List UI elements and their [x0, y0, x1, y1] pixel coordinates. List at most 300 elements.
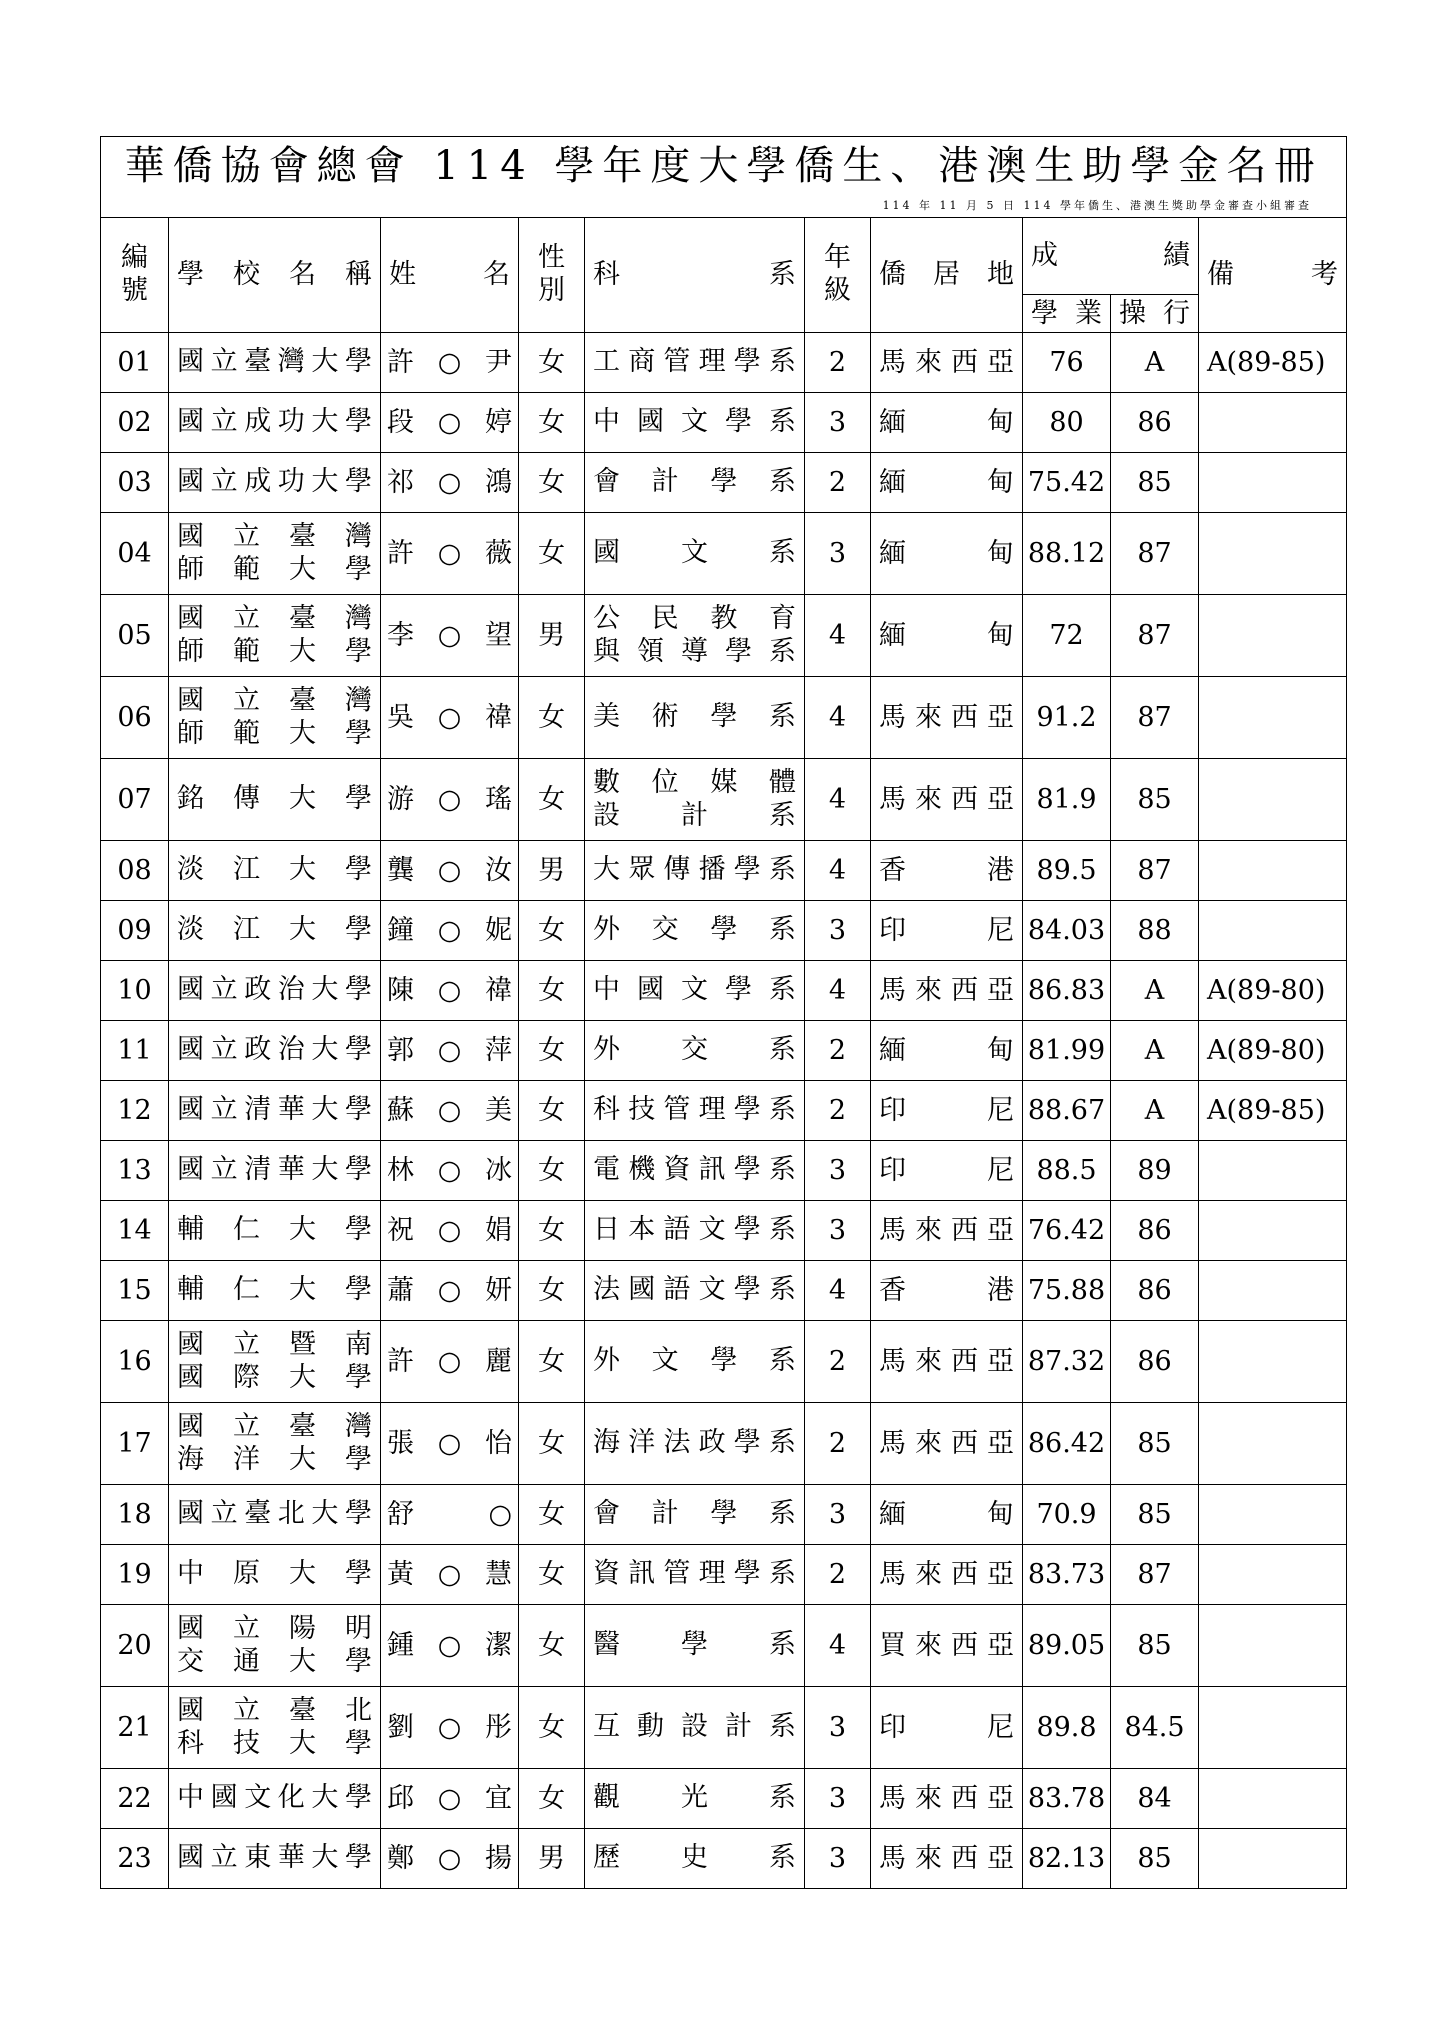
school-name: [169, 1545, 381, 1605]
department-line: 國文系: [593, 537, 796, 569]
school-name: [169, 1021, 381, 1081]
grade: 4: [805, 677, 871, 759]
department: [585, 759, 805, 841]
residence: 緬甸: [871, 513, 1023, 595]
conduct-score: 87: [1111, 513, 1199, 595]
row-number: 11: [101, 1021, 169, 1081]
school-name-line: 師範大學: [177, 635, 372, 667]
gender: 女: [519, 1485, 585, 1545]
school-name-line: 國立清華大學: [177, 1094, 372, 1126]
table-row: [101, 1605, 1347, 1687]
remark: [1199, 1687, 1347, 1769]
gender: 女: [519, 513, 585, 595]
name-surname: 林: [387, 1154, 414, 1186]
school-name-line: 國立政治大學: [177, 1034, 372, 1066]
grade: 2: [805, 1021, 871, 1081]
name-given: 彤: [485, 1711, 512, 1743]
school-name-line: 國立臺北: [177, 1694, 372, 1726]
table-row: [101, 1201, 1347, 1261]
school-name-line: 國立臺灣: [177, 520, 372, 552]
header-gender: 性 別: [519, 218, 585, 333]
student-name: [381, 759, 519, 841]
name-given: 禕: [485, 701, 512, 733]
student-name: [381, 513, 519, 595]
name-surname: 游: [387, 783, 414, 815]
residence: 緬甸: [871, 1021, 1023, 1081]
name-surname: 張: [387, 1427, 414, 1459]
student-name: [381, 1485, 519, 1545]
residence: 緬甸: [871, 453, 1023, 513]
student-name: [381, 595, 519, 677]
roster-rows: [101, 333, 1347, 1889]
school-name-line: 交通大學: [177, 1645, 372, 1677]
department-line: 中國文學系: [593, 406, 796, 438]
school-name-line: 銘傳大學: [177, 783, 372, 815]
table-row: [101, 595, 1347, 677]
header-conduct: 操行: [1111, 295, 1199, 333]
table-row: [101, 901, 1347, 961]
school-name-line: 輔仁大學: [177, 1214, 372, 1246]
remark: [1199, 453, 1347, 513]
student-name: [381, 333, 519, 393]
remark: [1199, 1201, 1347, 1261]
academic-score: 81.9: [1023, 759, 1111, 841]
name-surname: 鍾: [387, 1629, 414, 1661]
academic-score: 87.32: [1023, 1321, 1111, 1403]
school-name-line: 國立臺北大學: [177, 1498, 372, 1530]
student-name: [381, 1829, 519, 1889]
gender: 女: [519, 453, 585, 513]
student-name: [381, 453, 519, 513]
residence: 馬來西亞: [871, 1403, 1023, 1485]
department: [585, 453, 805, 513]
academic-score: 89.8: [1023, 1687, 1111, 1769]
student-name: [381, 1769, 519, 1829]
name-given: 潔: [485, 1629, 512, 1661]
name-given: 瑤: [485, 783, 512, 815]
row-number: 10: [101, 961, 169, 1021]
student-name: [381, 901, 519, 961]
conduct-score: 84.5: [1111, 1687, 1199, 1769]
remark: [1199, 901, 1347, 961]
academic-score: 72: [1023, 595, 1111, 677]
student-name: [381, 1081, 519, 1141]
name-circle: [451, 1499, 452, 1530]
gender: 女: [519, 1261, 585, 1321]
name-surname: 鐘: [387, 914, 414, 946]
conduct-score: 85: [1111, 1485, 1199, 1545]
department: [585, 513, 805, 595]
name-surname: 許: [387, 537, 414, 569]
grade: 3: [805, 1485, 871, 1545]
name-surname: 舒: [387, 1498, 414, 1530]
gender: 女: [519, 333, 585, 393]
school-name: [169, 677, 381, 759]
gender: 男: [519, 1829, 585, 1889]
school-name-line: 國立陽明: [177, 1612, 372, 1644]
row-number: 21: [101, 1687, 169, 1769]
department-line: 日本語文學系: [593, 1214, 796, 1246]
name-given: 禕: [485, 974, 512, 1006]
department-line: 工商管理學系: [593, 346, 796, 378]
name-surname: 蘇: [387, 1094, 414, 1126]
row-number: 08: [101, 841, 169, 901]
department: [585, 1687, 805, 1769]
remark: [1199, 595, 1347, 677]
row-number: 19: [101, 1545, 169, 1605]
conduct-score: 85: [1111, 1829, 1199, 1889]
grade: 2: [805, 1545, 871, 1605]
row-number: 02: [101, 393, 169, 453]
name-surname: 鄭: [387, 1842, 414, 1874]
conduct-score: 84: [1111, 1769, 1199, 1829]
student-name: [381, 961, 519, 1021]
gender: 女: [519, 1141, 585, 1201]
name-given: 妮: [485, 914, 512, 946]
academic-score: 80: [1023, 393, 1111, 453]
table-row: [101, 1687, 1347, 1769]
gender: 女: [519, 1605, 585, 1687]
row-number: 22: [101, 1769, 169, 1829]
name-circle: ○: [437, 1154, 462, 1186]
school-name-line: 國立臺灣: [177, 1410, 372, 1442]
residence: 緬甸: [871, 595, 1023, 677]
academic-score: 86.42: [1023, 1403, 1111, 1485]
department-line: 會計學系: [593, 1498, 796, 1530]
academic-score: 83.73: [1023, 1545, 1111, 1605]
header-grade: 年 級: [805, 218, 871, 333]
residence: 馬來西亞: [871, 1769, 1023, 1829]
row-number: 16: [101, 1321, 169, 1403]
remark: A(89-85): [1199, 333, 1347, 393]
school-name-line: 中國文化大學: [177, 1782, 372, 1814]
review-date-note: 114 年 11 月 5 日 114 學年僑生、港澳生獎助學金審查小組審查: [101, 195, 1347, 218]
name-circle: ○: [437, 346, 462, 378]
gender: 男: [519, 595, 585, 677]
school-name: [169, 1687, 381, 1769]
school-name-line: 國立臺灣大學: [177, 346, 372, 378]
school-name: [169, 1201, 381, 1261]
residence: 馬來西亞: [871, 677, 1023, 759]
name-given: 揚: [485, 1842, 512, 1874]
conduct-score: 86: [1111, 1261, 1199, 1321]
remark: [1199, 677, 1347, 759]
gender: 女: [519, 759, 585, 841]
remark: [1199, 1829, 1347, 1889]
conduct-score: 88: [1111, 901, 1199, 961]
grade: 3: [805, 513, 871, 595]
department: [585, 1021, 805, 1081]
table-row: [101, 1141, 1347, 1201]
row-number: 03: [101, 453, 169, 513]
grade: 3: [805, 901, 871, 961]
name-circle: ○: [437, 1558, 462, 1590]
gender: 男: [519, 841, 585, 901]
name-given: 慧: [485, 1558, 512, 1590]
school-name: [169, 1485, 381, 1545]
name-surname: 黃: [387, 1558, 414, 1590]
school-name: [169, 1141, 381, 1201]
conduct-score: 87: [1111, 677, 1199, 759]
remark: [1199, 841, 1347, 901]
academic-score: 89.05: [1023, 1605, 1111, 1687]
name-circle: ○: [437, 974, 462, 1006]
department-line: 科技管理學系: [593, 1094, 796, 1126]
table-row: [101, 393, 1347, 453]
conduct-score: A: [1111, 961, 1199, 1021]
department: [585, 677, 805, 759]
residence: 馬來西亞: [871, 961, 1023, 1021]
residence: 馬來西亞: [871, 1201, 1023, 1261]
name-surname: 吳: [387, 701, 414, 733]
school-name: [169, 453, 381, 513]
school-name-line: 科技大學: [177, 1727, 372, 1759]
school-name-line: 中原大學: [177, 1558, 372, 1590]
school-name: [169, 513, 381, 595]
academic-score: 81.99: [1023, 1021, 1111, 1081]
grade: 4: [805, 1605, 871, 1687]
grade: 4: [805, 841, 871, 901]
table-row: [101, 1485, 1347, 1545]
grade: 4: [805, 595, 871, 677]
remark: [1199, 1769, 1347, 1829]
table-row: [101, 841, 1347, 901]
conduct-score: 86: [1111, 393, 1199, 453]
department-line: 美術學系: [593, 701, 796, 733]
student-name: [381, 841, 519, 901]
name-circle: ○: [437, 1034, 462, 1066]
department: [585, 1605, 805, 1687]
department-line: 資訊管理學系: [593, 1558, 796, 1590]
row-number: 09: [101, 901, 169, 961]
department-line: 會計學系: [593, 466, 796, 498]
school-name: [169, 393, 381, 453]
conduct-score: A: [1111, 1021, 1199, 1081]
grade: 3: [805, 1769, 871, 1829]
department: [585, 1321, 805, 1403]
name-circle: ○: [437, 537, 462, 569]
department: [585, 901, 805, 961]
table-row: [101, 1261, 1347, 1321]
table-row: [101, 1081, 1347, 1141]
row-number: 01: [101, 333, 169, 393]
department-line: 醫學系: [593, 1629, 796, 1661]
roster-table: [100, 136, 1347, 1889]
gender: 女: [519, 1545, 585, 1605]
conduct-score: 85: [1111, 759, 1199, 841]
department: [585, 1485, 805, 1545]
row-number: 18: [101, 1485, 169, 1545]
school-name: [169, 333, 381, 393]
grade: 3: [805, 1141, 871, 1201]
department: [585, 393, 805, 453]
department-line: 外文學系: [593, 1345, 796, 1377]
residence: 緬甸: [871, 393, 1023, 453]
scholarship-roster: [100, 136, 1346, 1889]
student-name: [381, 1261, 519, 1321]
school-name: [169, 1829, 381, 1889]
gender: 女: [519, 1687, 585, 1769]
row-number: 04: [101, 513, 169, 595]
residence: 香港: [871, 841, 1023, 901]
school-name-line: 國立成功大學: [177, 406, 372, 438]
name-circle: ○: [437, 1274, 462, 1306]
school-name-line: 國立臺灣: [177, 602, 372, 634]
department: [585, 333, 805, 393]
department-line: 外交系: [593, 1034, 796, 1066]
name-surname: 李: [387, 619, 414, 651]
department-line: 互動設計系: [593, 1711, 796, 1743]
gender: 女: [519, 1403, 585, 1485]
remark: [1199, 1141, 1347, 1201]
school-name-line: 淡江大學: [177, 914, 372, 946]
grade: 4: [805, 961, 871, 1021]
gender: 女: [519, 1201, 585, 1261]
student-name: [381, 1403, 519, 1485]
table-row: [101, 961, 1347, 1021]
student-name: [381, 1141, 519, 1201]
row-number: 17: [101, 1403, 169, 1485]
academic-score: 88.5: [1023, 1141, 1111, 1201]
department-line: 公民教育: [593, 602, 796, 634]
header-school: 學校名稱: [169, 218, 381, 333]
name-circle: ○: [437, 1782, 462, 1814]
name-given: 鴻: [485, 466, 512, 498]
residence: 馬來西亞: [871, 759, 1023, 841]
row-number: 14: [101, 1201, 169, 1261]
grade: 4: [805, 759, 871, 841]
name-circle: ○: [437, 619, 462, 651]
header-remarks: 備考: [1199, 218, 1347, 333]
gender: 女: [519, 677, 585, 759]
name-surname: 郭: [387, 1034, 414, 1066]
grade: 3: [805, 1829, 871, 1889]
academic-score: 88.12: [1023, 513, 1111, 595]
grade: 2: [805, 1081, 871, 1141]
name-surname: 許: [387, 1345, 414, 1377]
name-given: ○: [488, 1498, 512, 1530]
remark: A(89-80): [1199, 961, 1347, 1021]
residence: 印尼: [871, 1687, 1023, 1769]
department: [585, 1201, 805, 1261]
school-name: [169, 1321, 381, 1403]
residence: 香港: [871, 1261, 1023, 1321]
header-academic: 學業: [1023, 295, 1111, 333]
gender: 女: [519, 393, 585, 453]
residence: 印尼: [871, 1141, 1023, 1201]
name-circle: ○: [437, 1094, 462, 1126]
department: [585, 961, 805, 1021]
row-number: 15: [101, 1261, 169, 1321]
school-name-line: 國立暨南: [177, 1328, 372, 1360]
name-circle: ○: [437, 1345, 462, 1377]
department: [585, 1769, 805, 1829]
academic-score: 91.2: [1023, 677, 1111, 759]
name-circle: ○: [437, 701, 462, 733]
table-row: [101, 1829, 1347, 1889]
table-row: [101, 513, 1347, 595]
name-circle: ○: [437, 1214, 462, 1246]
table-row: [101, 677, 1347, 759]
remark: [1199, 1545, 1347, 1605]
school-name-line: 輔仁大學: [177, 1274, 372, 1306]
table-row: [101, 1403, 1347, 1485]
school-name-line: 淡江大學: [177, 854, 372, 886]
table-row: [101, 333, 1347, 393]
academic-score: 75.42: [1023, 453, 1111, 513]
name-circle: ○: [437, 1842, 462, 1874]
table-row: [101, 1545, 1347, 1605]
student-name: [381, 1605, 519, 1687]
grade: 3: [805, 393, 871, 453]
conduct-score: A: [1111, 1081, 1199, 1141]
gender: 女: [519, 1321, 585, 1403]
school-name-line: 國立成功大學: [177, 466, 372, 498]
name-given: 麗: [485, 1345, 512, 1377]
student-name: [381, 1687, 519, 1769]
school-name-line: 國立政治大學: [177, 974, 372, 1006]
school-name: [169, 901, 381, 961]
student-name: [381, 677, 519, 759]
name-circle: ○: [437, 854, 462, 886]
student-name: [381, 1545, 519, 1605]
name-surname: 邱: [387, 1782, 414, 1814]
table-row: [101, 453, 1347, 513]
residence: 緬甸: [871, 1485, 1023, 1545]
row-number: 06: [101, 677, 169, 759]
department: [585, 1545, 805, 1605]
grade: 2: [805, 1403, 871, 1485]
header-dept: 科系: [585, 218, 805, 333]
academic-score: 76: [1023, 333, 1111, 393]
academic-score: 75.88: [1023, 1261, 1111, 1321]
name-circle: ○: [437, 406, 462, 438]
department-line: 電機資訊學系: [593, 1154, 796, 1186]
school-name: [169, 759, 381, 841]
conduct-score: 86: [1111, 1321, 1199, 1403]
residence: 印尼: [871, 1081, 1023, 1141]
academic-score: 82.13: [1023, 1829, 1111, 1889]
conduct-score: 85: [1111, 1403, 1199, 1485]
school-name: [169, 1081, 381, 1141]
gender: 女: [519, 1081, 585, 1141]
name-surname: 陳: [387, 974, 414, 1006]
department: [585, 1141, 805, 1201]
department: [585, 1829, 805, 1889]
row-number: 12: [101, 1081, 169, 1141]
name-given: 尹: [485, 346, 512, 378]
department: [585, 1261, 805, 1321]
school-name: [169, 595, 381, 677]
name-given: 望: [485, 619, 512, 651]
academic-score: 86.83: [1023, 961, 1111, 1021]
school-name: [169, 1403, 381, 1485]
academic-score: 84.03: [1023, 901, 1111, 961]
row-number: 20: [101, 1605, 169, 1687]
grade: 3: [805, 1687, 871, 1769]
row-number: 13: [101, 1141, 169, 1201]
name-circle: ○: [437, 466, 462, 498]
remark: [1199, 513, 1347, 595]
department-line: 觀光系: [593, 1782, 796, 1814]
header-score: 成績: [1023, 218, 1199, 295]
gender: 女: [519, 1021, 585, 1081]
conduct-score: 85: [1111, 1605, 1199, 1687]
name-surname: 段: [387, 406, 414, 438]
remark: [1199, 1605, 1347, 1687]
header-name: 姓 名: [381, 218, 519, 333]
school-name: [169, 1769, 381, 1829]
